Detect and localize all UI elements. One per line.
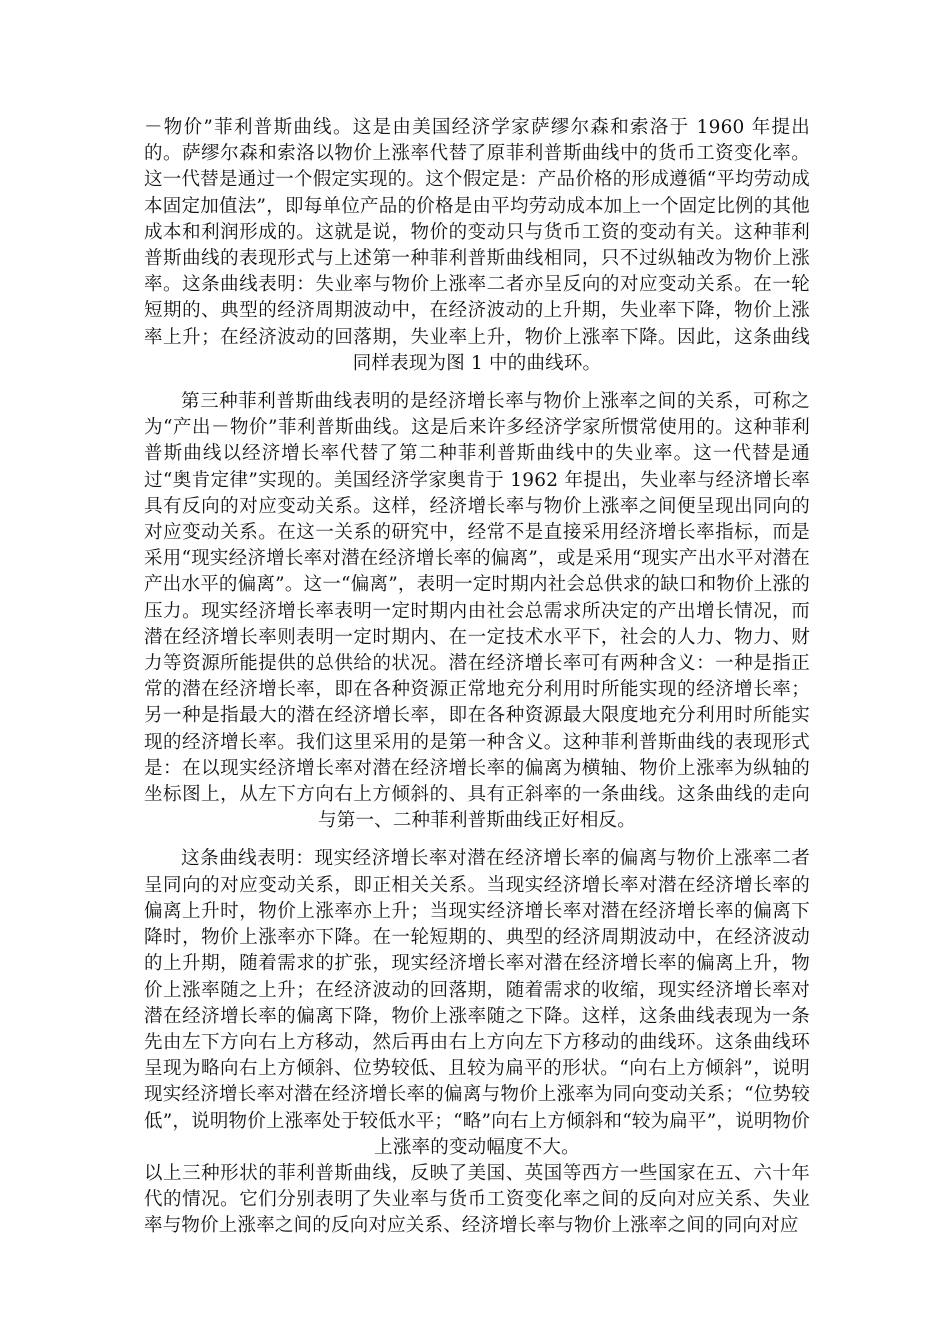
paragraph-2: 第三种菲利普斯曲线表明的是经济增长率与物价上涨率之间的关系，可称之为“产出－物价”菲利普斯曲线。这是后来许多经济学家所惯常使用的。这种菲利普斯曲线以经济增长率代替了第二种菲利普斯曲线中的失业率。这一代替是通过“奥肯定律”实现的。美国经济学家奥肯于 1962 年提出，失业率与经济增长率具有反向的对应变动关系。这样，经济增长率与物价上涨率之间便呈现出同向的对应变动关系。在这一关系的研究中，经常不是直接采用经济增长率指标，而是采用“现实经济增长率对潜在经济增长率的偏离”，或是采用“现实产出水平对潜在产出水平的偏离”。这一“偏离”，表明一定时期内社会总供求的缺口和物价上涨的压力。现实经济增长率表明一定时期内由社会总需求所决定的产出增长情况，而潜在经济增长率则表明一定时期内、在一定技术水平下，社会的人力、物力、财力等资源所能提供的总供给的状况。潜在经济增长率可有两种含义：一种是指正常的潜在经济增长率，即在各种资源正常地充分利用时所能实现的经济增长率；另一种是指最大的潜在经济增长率，即在各种资源最大限度地充分利用时所能实现的经济增长率。我们这里采用的是第一种含义。这种菲利普斯曲线的表现形式是：在以现实经济增长率对潜在经济增长率的偏离为横轴、物价上涨率为纵轴的坐标图上，从左下方向右上方倾斜的、具有正斜率的一条曲线。这条曲线的走向与第一、二种菲利普斯曲线正好相反。 bbox=[144, 391, 810, 832]
paragraph-4: 以上三种形状的菲利普斯曲线，反映了美国、英国等西方一些国家在五、六十年代的情况。它们分别表明了失业率与货币工资变化率之间的反向对应关系、失业率与物价上涨率之间的反向对应关系、经济增长率与物价上涨率之间的同向对应 bbox=[144, 1162, 810, 1237]
paragraph-1: －物价”菲利普斯曲线。这是由美国经济学家萨缪尔森和索洛于 1960 年提出的。萨缪尔森和索洛以物价上涨率代替了原菲利普斯曲线中的货币工资变化率。这一代替是通过一个假定实现的。这个假定是：产品价格的形成遵循“平均劳动成本固定加值法”，即每单位产品的价格是由平均劳动成本加上一个固定比例的其他成本和利润形成的。这就是说，物价的变动只与货币工资的变动有关。这种菲利普斯曲线的表现形式与上述第一种菲利普斯曲线相同，只不过纵轴改为物价上涨率。这条曲线表明：失业率与物价上涨率二者亦呈反向的对应变动关系。在一轮短期的、典型的经济周期波动中，在经济波动的上升期，失业率下降，物价上涨率上升；在经济波动的回落期，失业率上升，物价上涨率下降。因此，这条曲线同样表现为图 1 中的曲线环。 bbox=[144, 117, 810, 374]
paragraph-3: 这条曲线表明：现实经济增长率对潜在经济增长率的偏离与物价上涨率二者呈同向的对应变动关系，即正相关关系。当现实经济增长率对潜在经济增长率的偏离上升时，物价上涨率亦上升；当现实经济增长率对潜在经济增长率的偏离下降时，物价上涨率亦下降。在一轮短期的、典型的经济周期波动中，在经济波动的上升期，随着需求的扩张，现实经济增长率对潜在经济增长率的偏离上升，物价上涨率随之上升；在经济波动的回落期，随着需求的收缩，现实经济增长率对潜在经济增长率的偏离下降，物价上涨率随之下降。这样，这条曲线表现为一条先由左下方向右上方移动，然后再由右上方向左下方移动的曲线环。这条曲线环呈现为略向右上方倾斜、位势较低、且较为扁平的形状。“向右上方倾斜”，说明现实经济增长率对潜在经济增长率的偏离与物价上涨率为同向变动关系；“位势较低”，说明物价上涨率处于较低水平；“略”向右上方倾斜和“较为扁平”，说明物价上涨率的变动幅度不大。 bbox=[144, 848, 810, 1158]
body-text bbox=[144, 115, 810, 1252]
